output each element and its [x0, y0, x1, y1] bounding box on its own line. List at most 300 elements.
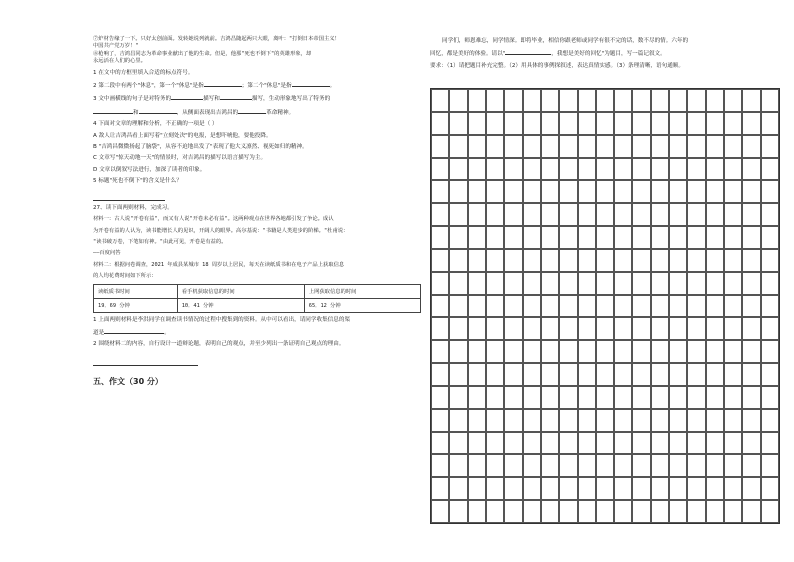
grid-cell[interactable] [541, 180, 559, 203]
grid-cell[interactable] [541, 363, 559, 386]
grid-cell[interactable] [724, 89, 742, 112]
grid-cell[interactable] [596, 500, 614, 523]
grid-cell[interactable] [559, 203, 577, 226]
grid-cell[interactable] [541, 340, 559, 363]
grid-cell[interactable] [614, 295, 632, 318]
grid-cell[interactable] [687, 409, 705, 432]
grid-cell[interactable] [468, 226, 486, 249]
grid-cell[interactable] [578, 500, 596, 523]
grid-cell[interactable] [449, 477, 467, 500]
grid-cell[interactable] [431, 226, 449, 249]
grid-cell[interactable] [486, 226, 504, 249]
grid-cell[interactable] [761, 432, 779, 455]
grid-cell[interactable] [724, 432, 742, 455]
grid-cell[interactable] [651, 135, 669, 158]
grid-cell[interactable] [651, 363, 669, 386]
grid-cell[interactable] [706, 409, 724, 432]
grid-cell[interactable] [724, 158, 742, 181]
grid-cell[interactable] [596, 249, 614, 272]
grid-cell[interactable] [724, 180, 742, 203]
grid-cell[interactable] [632, 477, 650, 500]
grid-cell[interactable] [687, 340, 705, 363]
grid-cell[interactable] [596, 295, 614, 318]
grid-cell[interactable] [486, 317, 504, 340]
grid-cell[interactable] [578, 409, 596, 432]
grid-cell[interactable] [706, 112, 724, 135]
grid-cell[interactable] [596, 226, 614, 249]
grid-cell[interactable] [578, 340, 596, 363]
grid-cell[interactable] [431, 203, 449, 226]
grid-cell[interactable] [431, 409, 449, 432]
grid-cell[interactable] [541, 295, 559, 318]
grid-cell[interactable] [724, 135, 742, 158]
grid-cell[interactable] [449, 158, 467, 181]
grid-cell[interactable] [578, 203, 596, 226]
grid-cell[interactable] [614, 272, 632, 295]
grid-cell[interactable] [578, 180, 596, 203]
grid-cell[interactable] [761, 180, 779, 203]
grid-cell[interactable] [632, 317, 650, 340]
grid-cell[interactable] [614, 317, 632, 340]
grid-cell[interactable] [724, 249, 742, 272]
grid-cell[interactable] [504, 272, 522, 295]
grid-cell[interactable] [504, 226, 522, 249]
grid-cell[interactable] [761, 226, 779, 249]
grid-cell[interactable] [578, 432, 596, 455]
grid-cell[interactable] [651, 226, 669, 249]
grid-cell[interactable] [523, 409, 541, 432]
grid-cell[interactable] [559, 135, 577, 158]
grid-cell[interactable] [596, 409, 614, 432]
grid-cell[interactable] [761, 340, 779, 363]
grid-cell[interactable] [504, 477, 522, 500]
grid-cell[interactable] [504, 386, 522, 409]
grid-cell[interactable] [449, 226, 467, 249]
grid-cell[interactable] [559, 363, 577, 386]
grid-cell[interactable] [651, 340, 669, 363]
grid-cell[interactable] [614, 112, 632, 135]
grid-cell[interactable] [486, 454, 504, 477]
grid-cell[interactable] [687, 203, 705, 226]
grid-cell[interactable] [742, 295, 760, 318]
grid-cell[interactable] [468, 454, 486, 477]
grid-cell[interactable] [523, 203, 541, 226]
grid-cell[interactable] [541, 386, 559, 409]
grid-cell[interactable] [559, 295, 577, 318]
grid-cell[interactable] [614, 363, 632, 386]
grid-cell[interactable] [614, 386, 632, 409]
grid-cell[interactable] [632, 500, 650, 523]
grid-cell[interactable] [559, 500, 577, 523]
grid-cell[interactable] [614, 226, 632, 249]
grid-cell[interactable] [468, 135, 486, 158]
grid-cell[interactable] [742, 135, 760, 158]
grid-cell[interactable] [669, 477, 687, 500]
grid-cell[interactable] [449, 363, 467, 386]
grid-cell[interactable] [468, 180, 486, 203]
grid-cell[interactable] [449, 249, 467, 272]
grid-cell[interactable] [468, 295, 486, 318]
grid-cell[interactable] [431, 454, 449, 477]
grid-cell[interactable] [449, 317, 467, 340]
grid-cell[interactable] [669, 180, 687, 203]
grid-cell[interactable] [706, 203, 724, 226]
grid-cell[interactable] [669, 432, 687, 455]
q3-blank-1[interactable] [171, 94, 203, 100]
grid-cell[interactable] [578, 295, 596, 318]
grid-cell[interactable] [504, 135, 522, 158]
grid-cell[interactable] [449, 272, 467, 295]
grid-cell[interactable] [596, 203, 614, 226]
grid-cell[interactable] [504, 409, 522, 432]
grid-cell[interactable] [523, 180, 541, 203]
grid-cell[interactable] [578, 272, 596, 295]
grid-cell[interactable] [687, 158, 705, 181]
grid-cell[interactable] [687, 135, 705, 158]
grid-cell[interactable] [431, 317, 449, 340]
grid-cell[interactable] [486, 295, 504, 318]
grid-cell[interactable] [687, 317, 705, 340]
grid-cell[interactable] [504, 340, 522, 363]
grid-cell[interactable] [632, 158, 650, 181]
q2-blank-2[interactable] [292, 81, 330, 87]
grid-cell[interactable] [632, 249, 650, 272]
grid-cell[interactable] [431, 295, 449, 318]
grid-cell[interactable] [449, 89, 467, 112]
grid-cell[interactable] [541, 112, 559, 135]
grid-cell[interactable] [486, 249, 504, 272]
grid-cell[interactable] [687, 180, 705, 203]
grid-cell[interactable] [632, 180, 650, 203]
grid-cell[interactable] [614, 340, 632, 363]
grid-cell[interactable] [596, 386, 614, 409]
grid-cell[interactable] [761, 89, 779, 112]
grid-cell[interactable] [742, 272, 760, 295]
grid-cell[interactable] [761, 295, 779, 318]
grid-cell[interactable] [504, 158, 522, 181]
grid-cell[interactable] [651, 203, 669, 226]
q2-blank-1[interactable] [204, 81, 242, 87]
grid-cell[interactable] [669, 203, 687, 226]
grid-cell[interactable] [761, 317, 779, 340]
grid-cell[interactable] [596, 89, 614, 112]
grid-cell[interactable] [651, 477, 669, 500]
grid-cell[interactable] [742, 226, 760, 249]
grid-cell[interactable] [523, 363, 541, 386]
grid-cell[interactable] [559, 249, 577, 272]
grid-cell[interactable] [541, 135, 559, 158]
grid-cell[interactable] [706, 477, 724, 500]
grid-cell[interactable] [486, 363, 504, 386]
grid-cell[interactable] [742, 432, 760, 455]
grid-cell[interactable] [449, 386, 467, 409]
grid-cell[interactable] [614, 158, 632, 181]
grid-cell[interactable] [449, 135, 467, 158]
grid-cell[interactable] [486, 89, 504, 112]
grid-cell[interactable] [486, 135, 504, 158]
grid-cell[interactable] [724, 112, 742, 135]
grid-cell[interactable] [632, 295, 650, 318]
grid-cell[interactable] [669, 158, 687, 181]
grid-cell[interactable] [504, 203, 522, 226]
grid-cell[interactable] [523, 340, 541, 363]
grid-cell[interactable] [486, 158, 504, 181]
grid-cell[interactable] [504, 112, 522, 135]
grid-cell[interactable] [596, 432, 614, 455]
grid-cell[interactable] [431, 135, 449, 158]
grid-cell[interactable] [559, 386, 577, 409]
title-blank[interactable] [505, 49, 551, 55]
grid-cell[interactable] [669, 295, 687, 318]
grid-cell[interactable] [431, 158, 449, 181]
grid-cell[interactable] [431, 432, 449, 455]
grid-cell[interactable] [541, 158, 559, 181]
grid-cell[interactable] [486, 386, 504, 409]
grid-cell[interactable] [687, 89, 705, 112]
grid-cell[interactable] [578, 249, 596, 272]
grid-cell[interactable] [523, 249, 541, 272]
grid-cell[interactable] [632, 89, 650, 112]
grid-cell[interactable] [523, 295, 541, 318]
grid-cell[interactable] [687, 295, 705, 318]
grid-cell[interactable] [761, 454, 779, 477]
grid-cell[interactable] [632, 363, 650, 386]
grid-cell[interactable] [559, 454, 577, 477]
grid-cell[interactable] [468, 203, 486, 226]
grid-cell[interactable] [687, 272, 705, 295]
grid-cell[interactable] [706, 249, 724, 272]
grid-cell[interactable] [431, 89, 449, 112]
grid-cell[interactable] [431, 363, 449, 386]
grid-cell[interactable] [596, 477, 614, 500]
grid-cell[interactable] [724, 386, 742, 409]
grid-cell[interactable] [468, 500, 486, 523]
grid-cell[interactable] [632, 112, 650, 135]
grid-cell[interactable] [468, 158, 486, 181]
grid-cell[interactable] [742, 89, 760, 112]
grid-cell[interactable] [687, 249, 705, 272]
grid-cell[interactable] [559, 112, 577, 135]
grid-cell[interactable] [706, 295, 724, 318]
grid-cell[interactable] [632, 135, 650, 158]
grid-cell[interactable] [651, 272, 669, 295]
grid-cell[interactable] [724, 203, 742, 226]
grid-cell[interactable] [504, 295, 522, 318]
grid-cell[interactable] [742, 180, 760, 203]
grid-cell[interactable] [669, 317, 687, 340]
grid-cell[interactable] [523, 386, 541, 409]
grid-cell[interactable] [669, 409, 687, 432]
grid-cell[interactable] [614, 89, 632, 112]
grid-cell[interactable] [706, 89, 724, 112]
grid-cell[interactable] [687, 477, 705, 500]
grid-cell[interactable] [761, 363, 779, 386]
grid-cell[interactable] [468, 409, 486, 432]
grid-cell[interactable] [632, 203, 650, 226]
grid-cell[interactable] [742, 409, 760, 432]
grid-cell[interactable] [614, 180, 632, 203]
answer-line-q5[interactable] [93, 200, 165, 201]
grid-cell[interactable] [596, 363, 614, 386]
grid-cell[interactable] [486, 272, 504, 295]
grid-cell[interactable] [449, 500, 467, 523]
grid-cell[interactable] [486, 432, 504, 455]
grid-cell[interactable] [742, 112, 760, 135]
grid-cell[interactable] [669, 454, 687, 477]
grid-cell[interactable] [449, 340, 467, 363]
grid-cell[interactable] [541, 500, 559, 523]
q3-blank-4[interactable] [139, 108, 177, 114]
grid-cell[interactable] [504, 500, 522, 523]
grid-cell[interactable] [706, 340, 724, 363]
grid-cell[interactable] [596, 272, 614, 295]
grid-cell[interactable] [669, 112, 687, 135]
grid-cell[interactable] [742, 203, 760, 226]
grid-cell[interactable] [742, 477, 760, 500]
grid-cell[interactable] [614, 203, 632, 226]
grid-cell[interactable] [449, 203, 467, 226]
grid-cell[interactable] [651, 386, 669, 409]
grid-cell[interactable] [669, 500, 687, 523]
grid-cell[interactable] [431, 272, 449, 295]
grid-cell[interactable] [559, 272, 577, 295]
grid-cell[interactable] [559, 158, 577, 181]
grid-cell[interactable] [468, 386, 486, 409]
grid-cell[interactable] [724, 226, 742, 249]
grid-cell[interactable] [706, 500, 724, 523]
grid-cell[interactable] [706, 432, 724, 455]
grid-cell[interactable] [541, 432, 559, 455]
grid-cell[interactable] [449, 112, 467, 135]
grid-cell[interactable] [578, 363, 596, 386]
grid-cell[interactable] [541, 226, 559, 249]
grid-cell[interactable] [742, 249, 760, 272]
grid-cell[interactable] [706, 317, 724, 340]
grid-cell[interactable] [724, 317, 742, 340]
grid-cell[interactable] [596, 135, 614, 158]
grid-cell[interactable] [761, 203, 779, 226]
grid-cell[interactable] [431, 340, 449, 363]
grid-cell[interactable] [504, 249, 522, 272]
grid-cell[interactable] [578, 477, 596, 500]
grid-cell[interactable] [669, 340, 687, 363]
grid-cell[interactable] [523, 500, 541, 523]
grid-cell[interactable] [449, 432, 467, 455]
grid-cell[interactable] [614, 135, 632, 158]
grid-cell[interactable] [724, 477, 742, 500]
grid-cell[interactable] [761, 409, 779, 432]
grid-cell[interactable] [523, 135, 541, 158]
grid-cell[interactable] [742, 500, 760, 523]
grid-cell[interactable] [523, 89, 541, 112]
grid-cell[interactable] [559, 180, 577, 203]
grid-cell[interactable] [706, 226, 724, 249]
grid-cell[interactable] [724, 340, 742, 363]
grid-cell[interactable] [523, 454, 541, 477]
grid-cell[interactable] [651, 454, 669, 477]
grid-cell[interactable] [559, 226, 577, 249]
grid-cell[interactable] [651, 432, 669, 455]
grid-cell[interactable] [559, 317, 577, 340]
grid-cell[interactable] [449, 295, 467, 318]
grid-cell[interactable] [541, 203, 559, 226]
grid-cell[interactable] [651, 409, 669, 432]
grid-cell[interactable] [431, 180, 449, 203]
grid-cell[interactable] [504, 363, 522, 386]
grid-cell[interactable] [449, 409, 467, 432]
grid-cell[interactable] [578, 112, 596, 135]
grid-cell[interactable] [504, 454, 522, 477]
grid-cell[interactable] [523, 158, 541, 181]
grid-cell[interactable] [523, 112, 541, 135]
grid-cell[interactable] [541, 317, 559, 340]
grid-cell[interactable] [651, 249, 669, 272]
grid-cell[interactable] [724, 272, 742, 295]
grid-cell[interactable] [614, 249, 632, 272]
grid-cell[interactable] [742, 158, 760, 181]
grid-cell[interactable] [504, 432, 522, 455]
grid-cell[interactable] [596, 454, 614, 477]
grid-cell[interactable] [761, 249, 779, 272]
grid-cell[interactable] [541, 477, 559, 500]
grid-cell[interactable] [523, 272, 541, 295]
grid-cell[interactable] [687, 363, 705, 386]
grid-cell[interactable] [724, 409, 742, 432]
grid-cell[interactable] [669, 272, 687, 295]
grid-cell[interactable] [632, 340, 650, 363]
grid-cell[interactable] [559, 89, 577, 112]
grid-cell[interactable] [614, 454, 632, 477]
grid-cell[interactable] [687, 432, 705, 455]
grid-cell[interactable] [559, 477, 577, 500]
grid-cell[interactable] [706, 272, 724, 295]
grid-cell[interactable] [687, 454, 705, 477]
grid-cell[interactable] [596, 340, 614, 363]
grid-cell[interactable] [578, 135, 596, 158]
grid-cell[interactable] [614, 432, 632, 455]
grid-cell[interactable] [578, 386, 596, 409]
grid-cell[interactable] [651, 158, 669, 181]
grid-cell[interactable] [724, 454, 742, 477]
grid-cell[interactable] [486, 203, 504, 226]
grid-cell[interactable] [541, 409, 559, 432]
q3-blank-2[interactable] [220, 94, 252, 100]
answer-line-sq2[interactable] [93, 365, 198, 366]
grid-cell[interactable] [706, 363, 724, 386]
composition-grid[interactable] [430, 88, 780, 524]
grid-cell[interactable] [578, 89, 596, 112]
grid-cell[interactable] [687, 500, 705, 523]
grid-cell[interactable] [431, 249, 449, 272]
grid-cell[interactable] [578, 158, 596, 181]
grid-cell[interactable] [651, 500, 669, 523]
grid-cell[interactable] [742, 386, 760, 409]
grid-cell[interactable] [724, 363, 742, 386]
grid-cell[interactable] [486, 409, 504, 432]
grid-cell[interactable] [468, 317, 486, 340]
grid-cell[interactable] [651, 317, 669, 340]
grid-cell[interactable] [632, 409, 650, 432]
grid-cell[interactable] [669, 135, 687, 158]
grid-cell[interactable] [468, 340, 486, 363]
grid-cell[interactable] [578, 454, 596, 477]
grid-cell[interactable] [468, 432, 486, 455]
grid-cell[interactable] [559, 340, 577, 363]
grid-cell[interactable] [706, 180, 724, 203]
grid-cell[interactable] [761, 135, 779, 158]
grid-cell[interactable] [706, 454, 724, 477]
grid-cell[interactable] [724, 295, 742, 318]
